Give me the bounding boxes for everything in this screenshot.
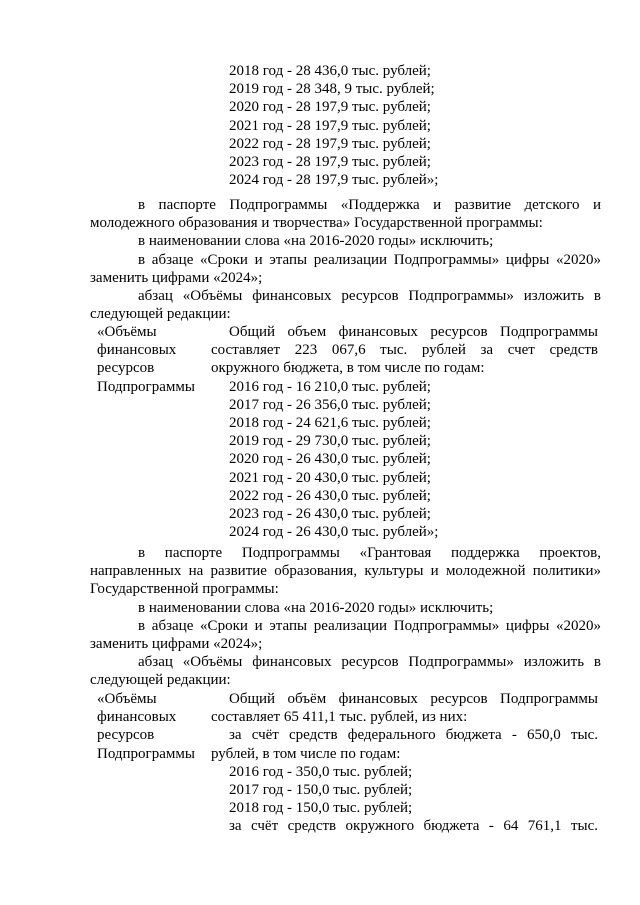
label-line: Подпрограммы [97, 378, 195, 395]
paragraph-terms-line2: заменить цифрами «2024»; [90, 269, 263, 286]
section-2 [90, 544, 601, 690]
content-line: за счёт средств окружного бюджета - 64 761,1 тыс. [229, 818, 598, 835]
table-1-label [97, 323, 195, 396]
content-line: Общий объем финансовых ресурсов Подпрограммы [229, 324, 598, 340]
label-line: Подпрограммы [97, 745, 195, 762]
label-line: финансовых [97, 709, 177, 726]
paragraph-volumes-line2: следующей редакции: [90, 672, 231, 689]
year-line: 2021 год - 28 197,9 тыс. рублей; [229, 117, 431, 134]
section-1 [90, 196, 601, 323]
paragraph-volumes-line2: следующей редакции: [90, 306, 231, 323]
label-line: «Объёмы [97, 691, 157, 707]
paragraph-name-exclude: в наименовании слова «на 2016-2020 годы» исключить; [138, 233, 494, 250]
year-line: 2019 год - 29 730,0 тыс. рублей; [229, 433, 431, 450]
year-line: 2016 год - 16 210,0 тыс. рублей; [229, 378, 431, 395]
table-2-content [211, 690, 598, 836]
year-line: 2020 год - 26 430,0 тыс. рублей; [229, 451, 431, 468]
label-line: финансовых [97, 342, 177, 359]
content-line: за счёт средств федерального бюджета - 650,0 тыс. [229, 727, 598, 744]
paragraph-passport-line2: направленных на развитие образования, культуры и молодежной политики» [90, 563, 601, 580]
paragraph-name-exclude: в наименовании слова «на 2016-2020 годы» исключить; [138, 599, 494, 616]
paragraph-volumes-line1: абзац «Объёмы финансовых ресурсов Подпрограммы» изложить в [138, 287, 601, 304]
content-line: окружного бюджета, в том числе по годам: [211, 360, 485, 377]
table-2-label [97, 690, 195, 763]
paragraph-terms-line1: в абзаце «Сроки и этапы реализации Подпрограммы» цифры «2020» [138, 251, 601, 268]
year-line: 2024 год - 28 197,9 тыс. рублей»; [229, 172, 439, 189]
label-line: ресурсов [97, 360, 155, 377]
year-line: 2016 год - 350,0 тыс. рублей; [229, 763, 413, 780]
paragraph-terms-line1: в абзаце «Сроки и этапы реализации Подпрограммы» цифры «2020» [138, 617, 601, 634]
label-line: «Объёмы [97, 324, 157, 340]
year-list-2 [211, 378, 598, 542]
paragraph-terms-line2: заменить цифрами «2024»; [90, 635, 263, 652]
content-line: составляет 223 067,6 тыс. рублей за счет средств [211, 342, 598, 359]
year-line: 2022 год - 28 197,9 тыс. рублей; [229, 135, 431, 152]
year-line: 2023 год - 26 430,0 тыс. рублей; [229, 505, 431, 522]
paragraph-volumes-line1: абзац «Объёмы финансовых ресурсов Подпрограммы» изложить в [138, 654, 601, 671]
paragraph-passport-line2: молодежного образования и творчества» Государственной программы: [90, 215, 543, 232]
content-line: рублей, в том числе по годам: [211, 745, 401, 762]
year-line: 2018 год - 28 436,0 тыс. рублей; [229, 63, 431, 79]
paragraph-passport-line1: в паспорте Подпрограммы «Поддержка и развитие детского и [138, 197, 601, 213]
year-line: 2021 год - 20 430,0 тыс. рублей; [229, 469, 431, 486]
year-list-3 [211, 763, 598, 818]
year-line: 2019 год - 28 348, 9 тыс. рублей; [229, 81, 435, 98]
year-line: 2018 год - 24 621,6 тыс. рублей; [229, 414, 431, 431]
content-line: составляет 65 411,1 тыс. рублей, из них: [211, 709, 468, 726]
year-line: 2020 год - 28 197,9 тыс. рублей; [229, 99, 431, 116]
table-1-content [211, 323, 598, 541]
year-line: 2023 год - 28 197,9 тыс. рублей; [229, 153, 431, 170]
paragraph-passport-line3: Государственной программы: [90, 581, 279, 598]
label-line: ресурсов [97, 727, 155, 744]
year-line: 2017 год - 26 356,0 тыс. рублей; [229, 396, 431, 413]
year-line: 2017 год - 150,0 тыс. рублей; [229, 781, 413, 798]
content-line: Общий объём финансовых ресурсов Подпрограммы [229, 691, 598, 707]
year-line: 2018 год - 150,0 тыс. рублей; [229, 800, 413, 817]
year-list-1 [229, 62, 438, 189]
year-line: 2024 год - 26 430,0 тыс. рублей»; [229, 524, 439, 541]
paragraph-passport-line1: в паспорте Подпрограммы «Грантовая поддержка проектов, [138, 545, 601, 561]
year-line: 2022 год - 26 430,0 тыс. рублей; [229, 487, 431, 504]
